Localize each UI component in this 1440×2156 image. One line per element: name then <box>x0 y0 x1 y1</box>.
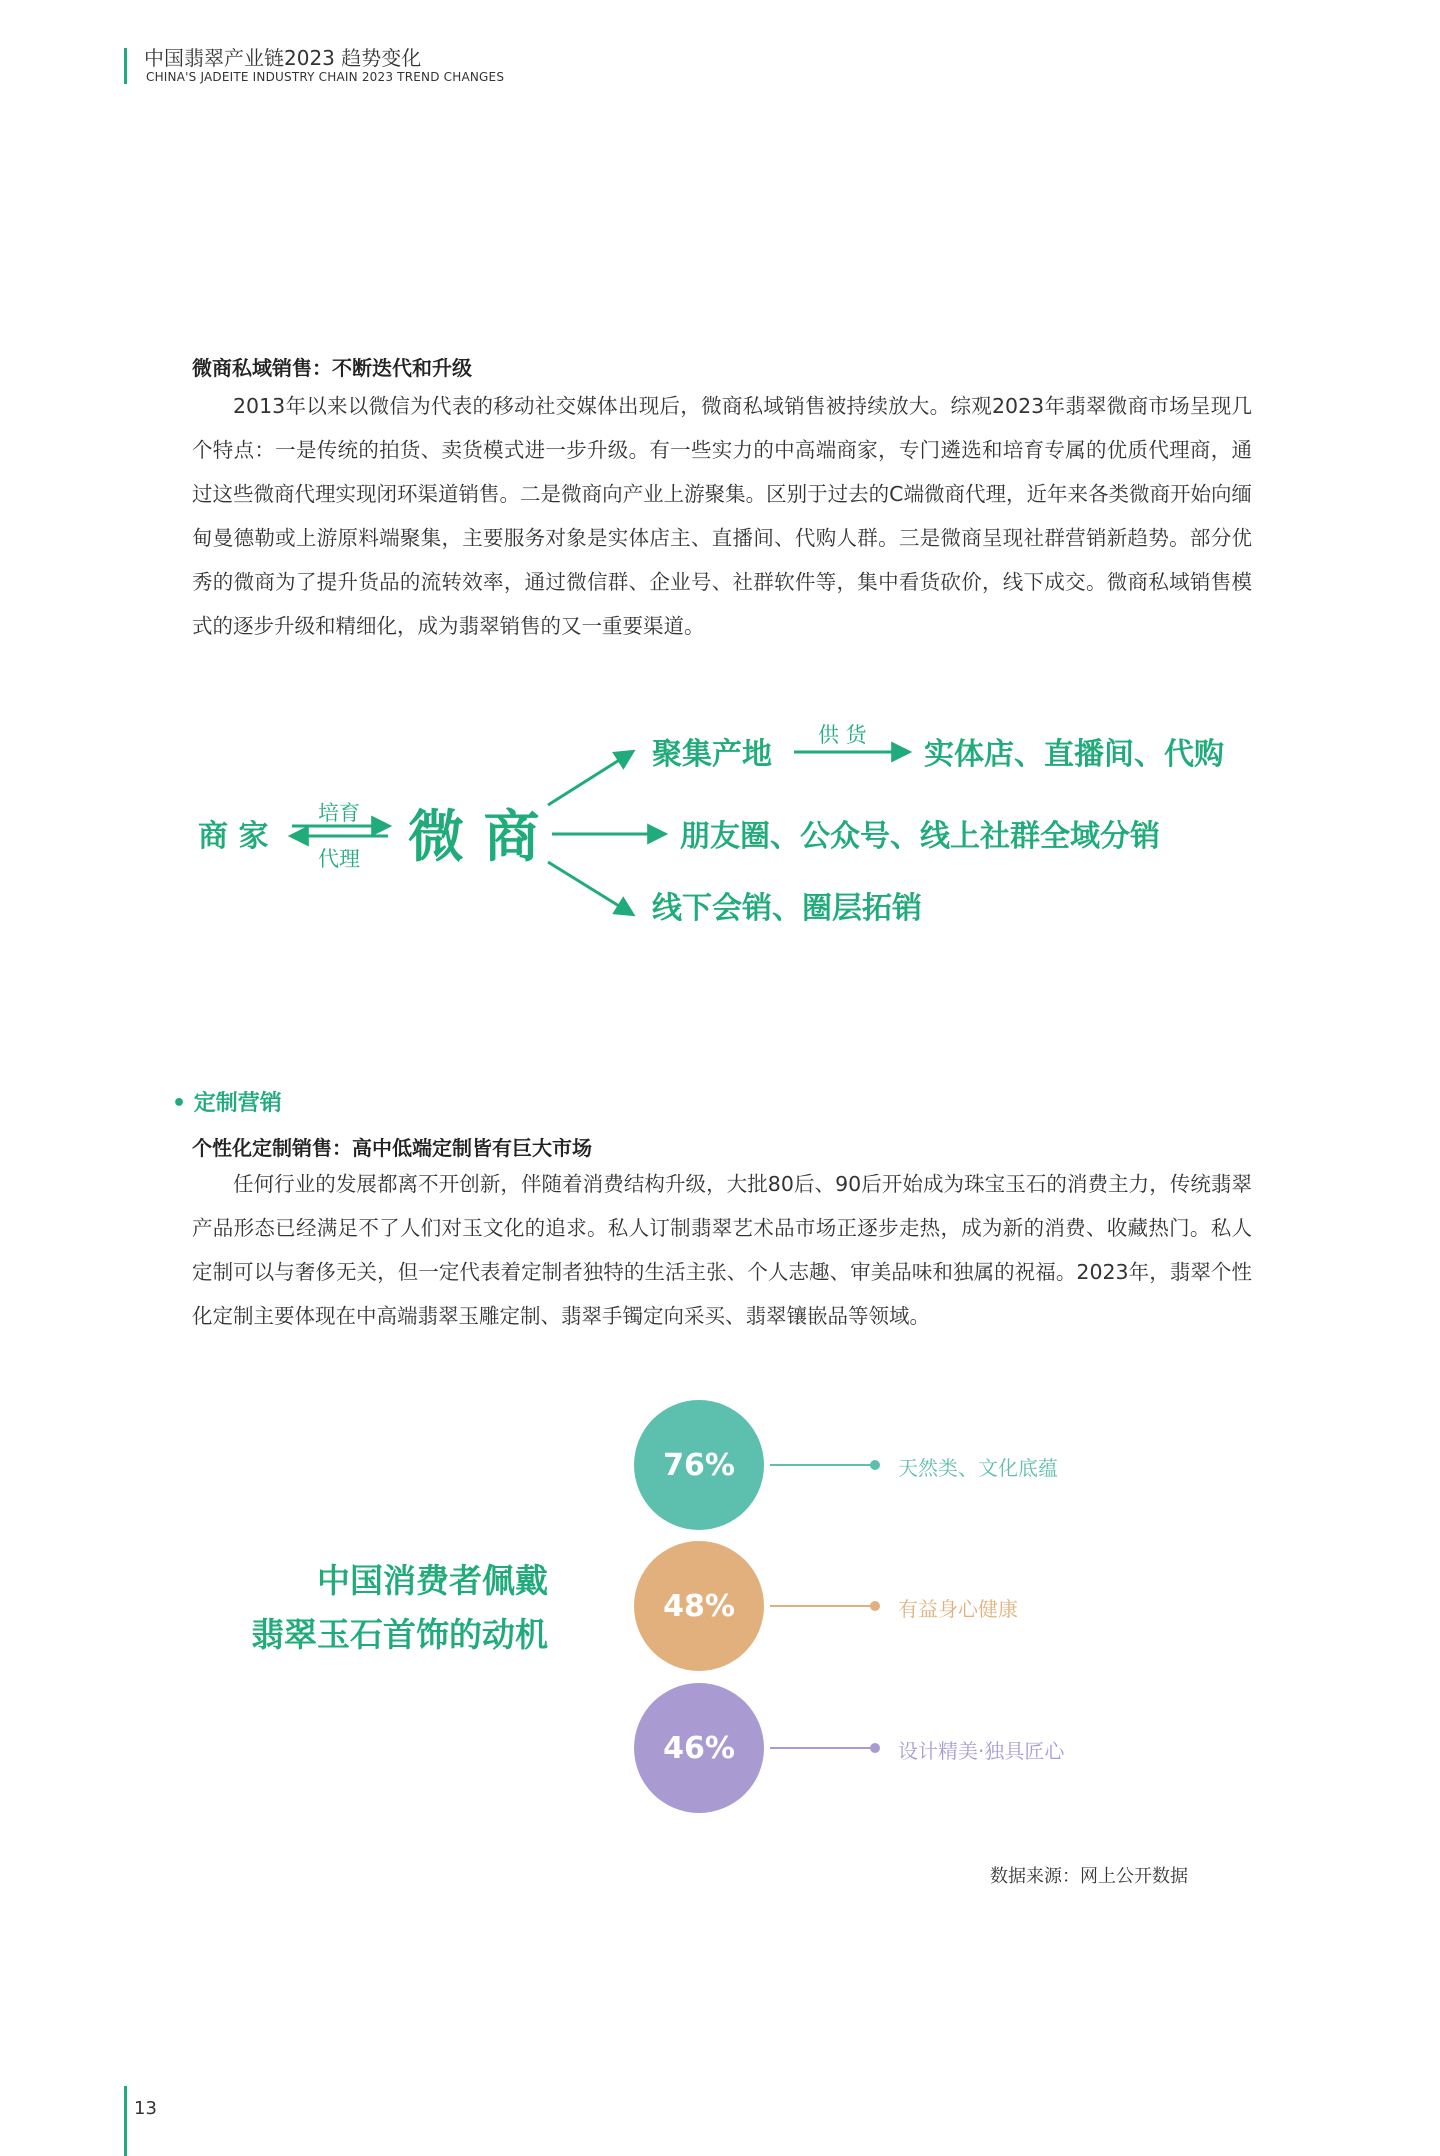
motives-title-line2: 翡翠玉石首饰的动机 <box>251 1615 548 1654</box>
branch-top-arrow <box>548 752 632 805</box>
branch-top-label: 聚集产地 <box>652 737 772 772</box>
wechat-channel-diagram <box>0 690 1440 990</box>
motive-circle-natural: 76% <box>634 1400 764 1530</box>
branch-bottom-arrow <box>548 862 632 914</box>
wechat-sales-paragraph: 2013年以来以微信为代表的移动社交媒体出现后，微商私域销售被持续放大。综观2023年翡翠微商市场呈现几个特点：一是传统的拍货、卖货模式进一步升级。有一些实力的中高端商家，专门遴选和培育专属的优质代理商，通过这些微商代理实现闭环渠道销售。二是微商向产业上游聚集。区别于过去的C端微商代理，近年来各类微商开始向缅甸曼德勒或上游原料端聚集，主要服务对象是实体店主、直播间、代购人群。三是微商呈现社群营销新趋势。部分优秀的微商为了提升货品的流转效率，通过微信群、企业号、社群软件等，集中看货砍价，线下成交。微商私域销售模式的逐步升级和精细化，成为翡翠销售的又一重要渠道。 <box>192 394 1252 638</box>
custom-sales-subheading: 个性化定制销售：高中低端定制皆有巨大市场 <box>192 1136 592 1160</box>
custom-sales-paragraph: 任何行业的发展都离不开创新，伴随着消费结构升级，大批80后、90后开始成为珠宝玉石的消费主力，传统翡翠产品形态已经满足不了人们对玉文化的追求。私人订制翡翠艺术品市场正逐步走热，成为新的消费、收藏热门。私人定制可以与奢侈无关，但一定代表着定制者独特的生活主张、个人志趣、审美品味和独属的祝福。2023年，翡翠个性化定制主要体现在中高端翡翠玉雕定制、翡翠手镯定向采买、翡翠镶嵌品等领域。 <box>192 1172 1252 1328</box>
page-number: 13 <box>134 2098 157 2119</box>
motive-dot-health <box>870 1601 880 1611</box>
branch-mid-label: 朋友圈、公众号、线上社群全域分销 <box>680 819 1160 854</box>
footer-accent-bar <box>124 2086 127 2156</box>
branch-bottom-label: 线下会销、圈层拓销 <box>652 891 922 926</box>
custom-marketing-heading: • 定制营销 <box>172 1091 282 1116</box>
motive-label-design: 设计精美·独具匠心 <box>898 1739 1065 1763</box>
data-source-note: 数据来源：网上公开数据 <box>990 1866 1188 1887</box>
motive-connector-design <box>770 1747 874 1749</box>
motive-dot-natural <box>870 1460 880 1470</box>
header-title: 中国翡翠产业链2023 趋势变化 <box>144 46 422 70</box>
motive-connector-health <box>770 1605 874 1607</box>
merchant-label: 商 家 <box>198 819 269 854</box>
header-accent-bar <box>124 48 127 84</box>
cultivate-label: 培育 <box>318 801 360 825</box>
motives-title-line1: 中国消费者佩戴 <box>317 1561 548 1600</box>
motive-circle-health: 48% <box>634 1541 764 1671</box>
motive-label-health: 有益身心健康 <box>898 1597 1018 1621</box>
motive-label-natural: 天然类、文化底蕴 <box>898 1456 1058 1480</box>
motives-title <box>251 1554 548 1662</box>
supply-label: 供 货 <box>818 723 867 747</box>
header-subtitle: CHINA'S JADEITE INDUSTRY CHAIN 2023 TREND CHANGES <box>146 70 505 84</box>
wechat-merchant-label: 微 商 <box>408 805 540 870</box>
motive-dot-design <box>870 1743 880 1753</box>
wechat-sales-heading: 微商私域销售：不断迭代和升级 <box>192 356 472 380</box>
motive-circle-design: 46% <box>634 1683 764 1813</box>
branch-top-target-label: 实体店、直播间、代购 <box>924 737 1224 772</box>
motive-connector-natural <box>770 1464 874 1466</box>
agent-label: 代理 <box>318 847 360 871</box>
